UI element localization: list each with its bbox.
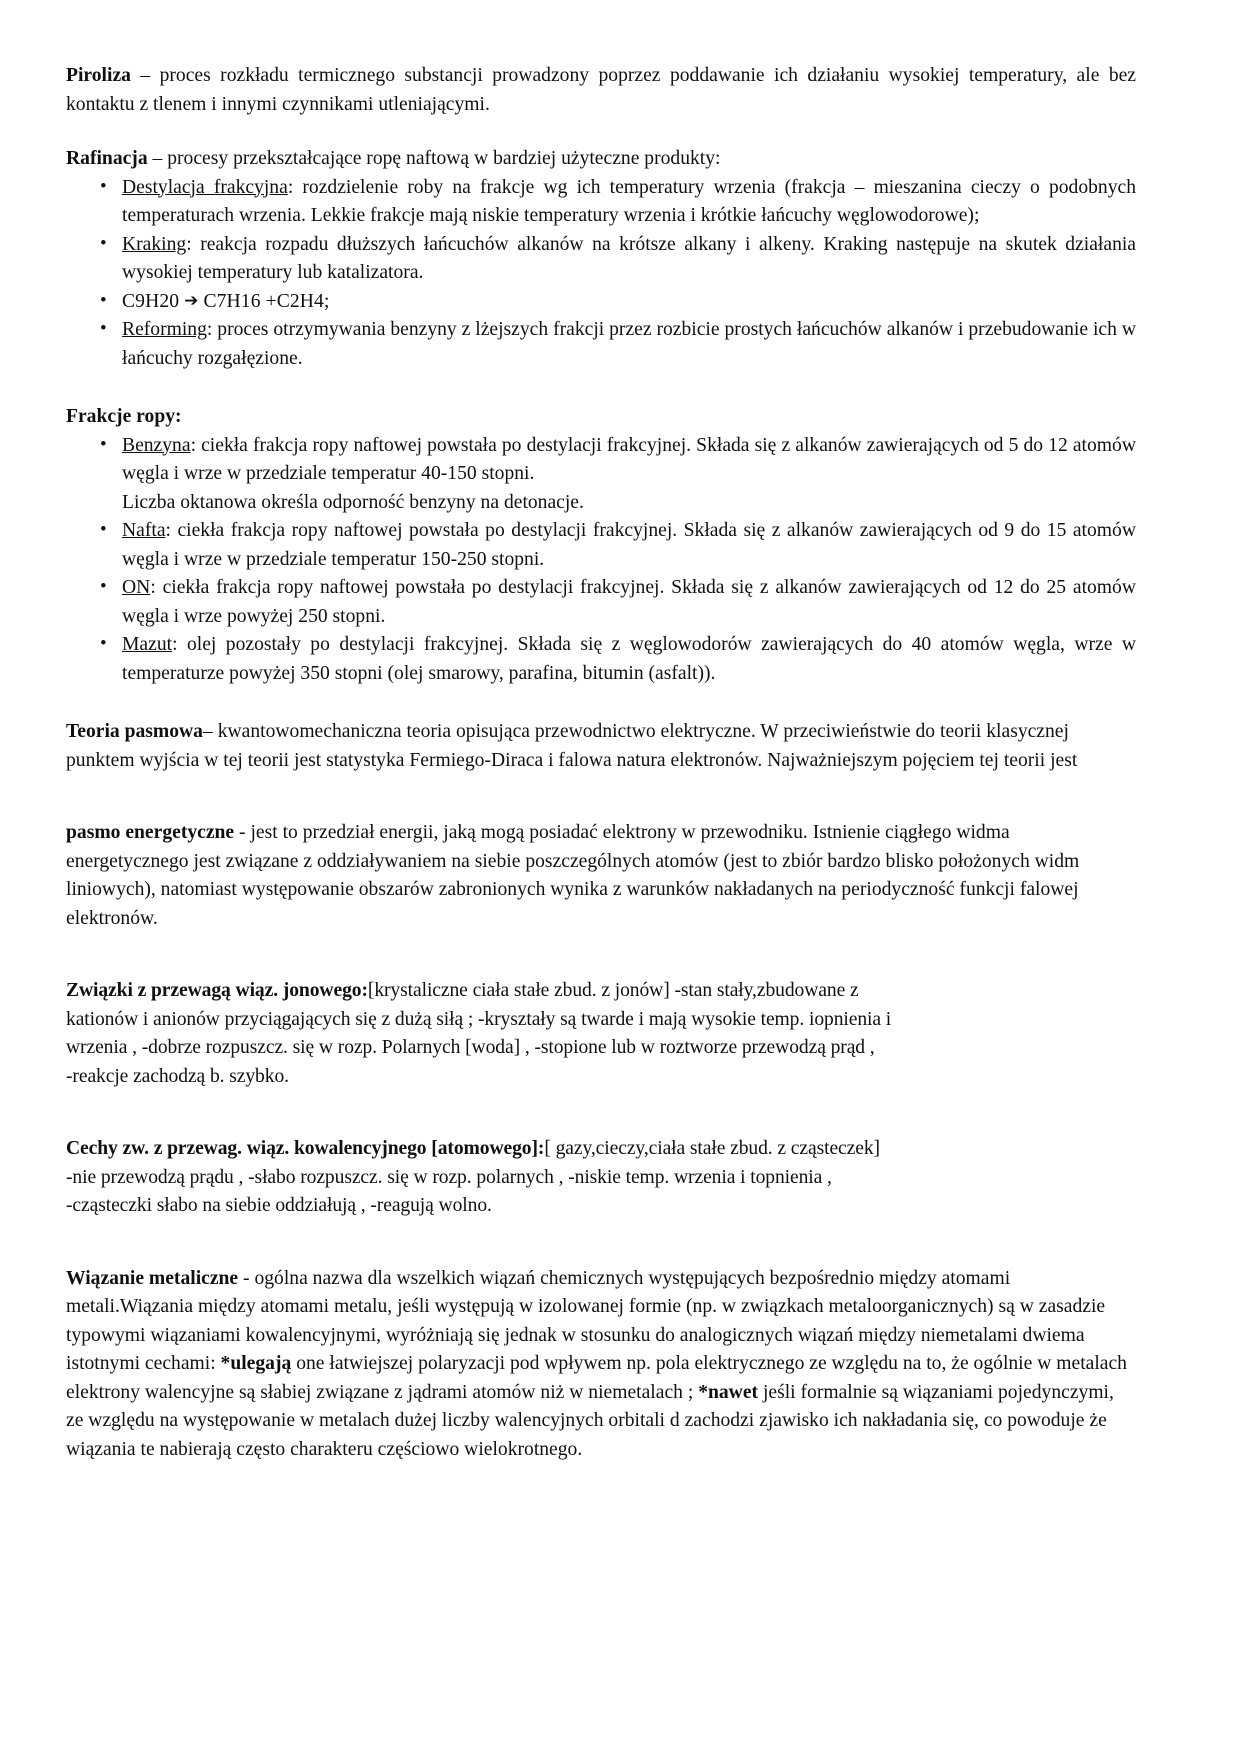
wiazanie-text-3: jeśli formalnie są wiązaniami pojedynczymi, ze względu na występowanie w metalach dużej liczby walencyjnych orbitali d zachodzi zjawisko ich nakładania się, co powoduje że wiązania te nabierają często charakteru częściowo wielokrotnego. bbox=[66, 1381, 1114, 1460]
wiazanie-text-1: ogólna nazwa dla wszelkich wiązań chemicznych występujących bezpośrednio między atomami metali.Wiązania między atomami metalu, jeśli występują w izolowanej formie (np. w związkach metaloorganicznych) są w zasadzie typowymi wiązaniami kowalencyjnymi, wyróżniają się jednak w stosunku do analogicznych wiązań między niemetalami dwiema istotnymi cechami: bbox=[66, 1267, 1106, 1374]
spacer bbox=[66, 1091, 1136, 1121]
zwiazki-jonowe-line-1 bbox=[66, 977, 1136, 1006]
list-item-sep: : bbox=[150, 577, 163, 598]
paragraph-wiazanie-metaliczne bbox=[66, 1265, 1136, 1465]
wiazanie-bold-1: *ulegają bbox=[220, 1353, 292, 1374]
paragraph-teoria-pasmowa bbox=[66, 718, 1136, 775]
spacer bbox=[66, 373, 1136, 403]
list-item bbox=[66, 231, 1136, 288]
list-item-text: rozdzielenie roby na frakcje wg ich temperatury wrzenia (frakcja – mieszanina cieczy o podobnych temperaturach wrzenia. Lekkie frakcje mają niskie temperatury wrzenia i krótkie łańcuchy węglowodorowe); bbox=[122, 176, 1137, 226]
paragraph-zwiazki-kowalencyjne bbox=[66, 1135, 1136, 1221]
rafinacja-list bbox=[66, 174, 1136, 374]
zwiazki-jonowe-line-4: -reakcje zachodzą b. szybko. bbox=[66, 1065, 289, 1087]
term-piroliza: Piroliza bbox=[66, 65, 131, 86]
list-item-label: Kraking bbox=[122, 233, 187, 255]
paragraph-rafinacja bbox=[66, 145, 1136, 174]
zwiazki-jonowe-line-2: kationów i anionów przyciągających się z dużą siłą ; -kryształy są twarde i mają wysokie temp. iopnienia i bbox=[66, 1008, 892, 1030]
wiazanie-bold-2: *nawet bbox=[698, 1381, 759, 1403]
list-item bbox=[66, 174, 1136, 231]
list-item-sep: : bbox=[287, 176, 303, 198]
list-item-label: Mazut bbox=[122, 634, 173, 655]
zwiazki-kowalencyjne-line-3: -cząsteczki słabo na siebie oddziałują , -reagują wolno. bbox=[66, 1195, 492, 1216]
list-item-text: proces otrzymywania benzyny z lżejszych frakcji przez rozbicie prostych łańcuchów alkanów i przebudowanie ich w łańcuchy rozgałęzione. bbox=[122, 319, 1137, 369]
list-item bbox=[66, 517, 1136, 574]
pasmo-dash: - bbox=[234, 822, 251, 843]
list-item bbox=[66, 631, 1136, 688]
list-item-text: olej pozostały po destylacji frakcyjnej. Składa się z węglowodorów zawierających do 40 atomów węgla, wrze w temperaturze powyżej 350 stopni (olej smarowy, parafina, bitumin (asfalt)). bbox=[122, 634, 1136, 684]
term-rafinacja: Rafinacja bbox=[66, 148, 148, 169]
list-item-text: ciekła frakcja ropy naftowej powstała po destylacji frakcyjnej. Składa się z alkanów zawierających od 5 do 12 atomów węgla i wrze w przedziale temperatur 40-150 stopni. bbox=[122, 434, 1136, 484]
term-wiazanie-metaliczne: Wiązanie metaliczne bbox=[66, 1267, 239, 1289]
zwiazki-kowalencyjne-line-2: -nie przewodzą prądu , -słabo rozpuszcz. się w rozp. polarnych , -niskie temp. wrzenia i topnienia , bbox=[66, 1166, 832, 1188]
list-item-label: Nafta bbox=[122, 520, 166, 541]
spacer bbox=[66, 688, 1136, 718]
term-zwiazki-jonowe: Związki z przewagą wiąz. jonowego: bbox=[66, 980, 368, 1001]
paragraph-piroliza bbox=[66, 62, 1136, 119]
rafinacja-definition: procesy przekształcające ropę naftową w bardziej użyteczne produkty: bbox=[167, 148, 721, 169]
equation-container bbox=[66, 288, 1136, 317]
piroliza-dash: – bbox=[130, 65, 160, 86]
list-item-label: ON bbox=[122, 577, 151, 598]
pasmo-text: jest to przedział energii, jaką mogą posiadać elektrony w przewodniku. Istnienie ciągłego widma energetycznego jest związane z oddziaływaniem na siebie poszczególnych atomów (jest to zbiór bardzo blisko położonych widm liniowych), natomiast występowanie obszarów zabronionych wynika z warunków nakładanych na periodyczność funkcji falowej elektronów. bbox=[66, 822, 1080, 929]
equation-right: C7H16 +C2H4; bbox=[203, 290, 330, 312]
spacer bbox=[66, 1251, 1136, 1265]
list-item-label: Benzyna bbox=[122, 434, 191, 456]
zwiazki-kowalencyjne-text-1: [ gazy,cieczy,ciała stałe zbud. z cząsteczek] bbox=[544, 1138, 880, 1159]
term-teoria-pasmowa: Teoria pasmowa bbox=[66, 721, 203, 742]
teoria-dash: – bbox=[202, 721, 218, 742]
document-body bbox=[66, 62, 1136, 1464]
teoria-text: kwantowomechaniczna teoria opisująca przewodnictwo elektryczne. W przeciwieństwie do teorii klasycznej punktem wyjścia w tej teorii jest statystyka Fermiego-Diraca i falowa natura elektronów. Najważniejszym pojęciem tej teorii jest bbox=[66, 721, 1078, 771]
wiazanie-dash: - bbox=[238, 1267, 255, 1289]
equation-line bbox=[66, 288, 1136, 317]
list-item-label: Reforming bbox=[122, 319, 207, 340]
list-item-extra: Liczba oktanowa określa odporność benzyny na detonacje. bbox=[122, 491, 584, 513]
list-item-text: ciekła frakcja ropy naftowej powstała po destylacji frakcyjnej. Składa się z alkanów zawierających od 12 do 25 atomów węgla i wrze powyżej 250 stopni. bbox=[122, 577, 1136, 627]
list-item-text: reakcja rozpadu dłuższych łańcuchów alkanów na krótsze alkany i alkeny. Kraking następuje na skutek działania wysokiej temperatury lub katalizatora. bbox=[122, 233, 1137, 283]
piroliza-definition: proces rozkładu termicznego substancji prowadzony poprzez poddawanie ich działaniu wysokiej temperatury, ale bez kontaktu z tlenem i innymi czynnikami utleniającymi. bbox=[66, 65, 1137, 115]
paragraph-zwiazki-jonowe bbox=[66, 977, 1136, 1091]
equation-left: C9H20 bbox=[122, 290, 180, 312]
zwiazki-kowalencyjne-line-1 bbox=[66, 1135, 1136, 1164]
zwiazki-jonowe-text-1: [krystaliczne ciała stałe zbud. z jonów] -stan stały,zbudowane z bbox=[367, 980, 859, 1001]
term-pasmo-energetyczne: pasmo energetyczne bbox=[66, 822, 235, 843]
list-item-sep: : bbox=[190, 434, 202, 456]
zwiazki-jonowe-line-3: wrzenia , -dobrze rozpuszcz. się w rozp. Polarnych [woda] , -stopione lub w roztworze przewodzą prąd , bbox=[66, 1037, 875, 1058]
list-item-text: ciekła frakcja ropy naftowej powstała po destylacji frakcyjnej. Składa się z alkanów zawierających od 9 do 15 atomów węgla i wrze w przedziale temperatur 150-250 stopni. bbox=[122, 520, 1136, 570]
spacer bbox=[66, 1221, 1136, 1251]
paragraph-pasmo-energetyczne bbox=[66, 819, 1136, 933]
spacer bbox=[66, 933, 1136, 963]
spacer bbox=[66, 963, 1136, 977]
heading-frakcje-ropy: Frakcje ropy: bbox=[66, 406, 182, 427]
spacer bbox=[66, 805, 1136, 819]
rafinacja-dash: – bbox=[147, 148, 168, 169]
spacer bbox=[66, 1121, 1136, 1135]
spacer bbox=[66, 775, 1136, 805]
wiazanie-text-2: one łatwiejszej polaryzacji pod wpływem np. pola elektrycznego ze względu na to, że ogólnie w metalach elektrony walencyjne są słabiej związane z jądrami atomów niż w niemetalach ; bbox=[66, 1353, 1127, 1403]
list-item-label: Destylacja frakcyjna bbox=[122, 176, 288, 198]
list-item-sep: : bbox=[165, 520, 178, 541]
list-item bbox=[66, 574, 1136, 631]
term-zwiazki-kowalencyjne: Cechy zw. z przewag. wiąz. kowalencyjnego [atomowego]: bbox=[66, 1138, 545, 1159]
list-item-sep: : bbox=[172, 634, 187, 655]
list-item bbox=[66, 432, 1136, 518]
frakcje-list bbox=[66, 432, 1136, 689]
list-item bbox=[66, 316, 1136, 373]
spacer bbox=[66, 119, 1136, 145]
list-item-sep: : bbox=[206, 319, 218, 340]
list-item-sep: : bbox=[186, 233, 201, 255]
arrow-icon: ➔ bbox=[184, 290, 199, 311]
